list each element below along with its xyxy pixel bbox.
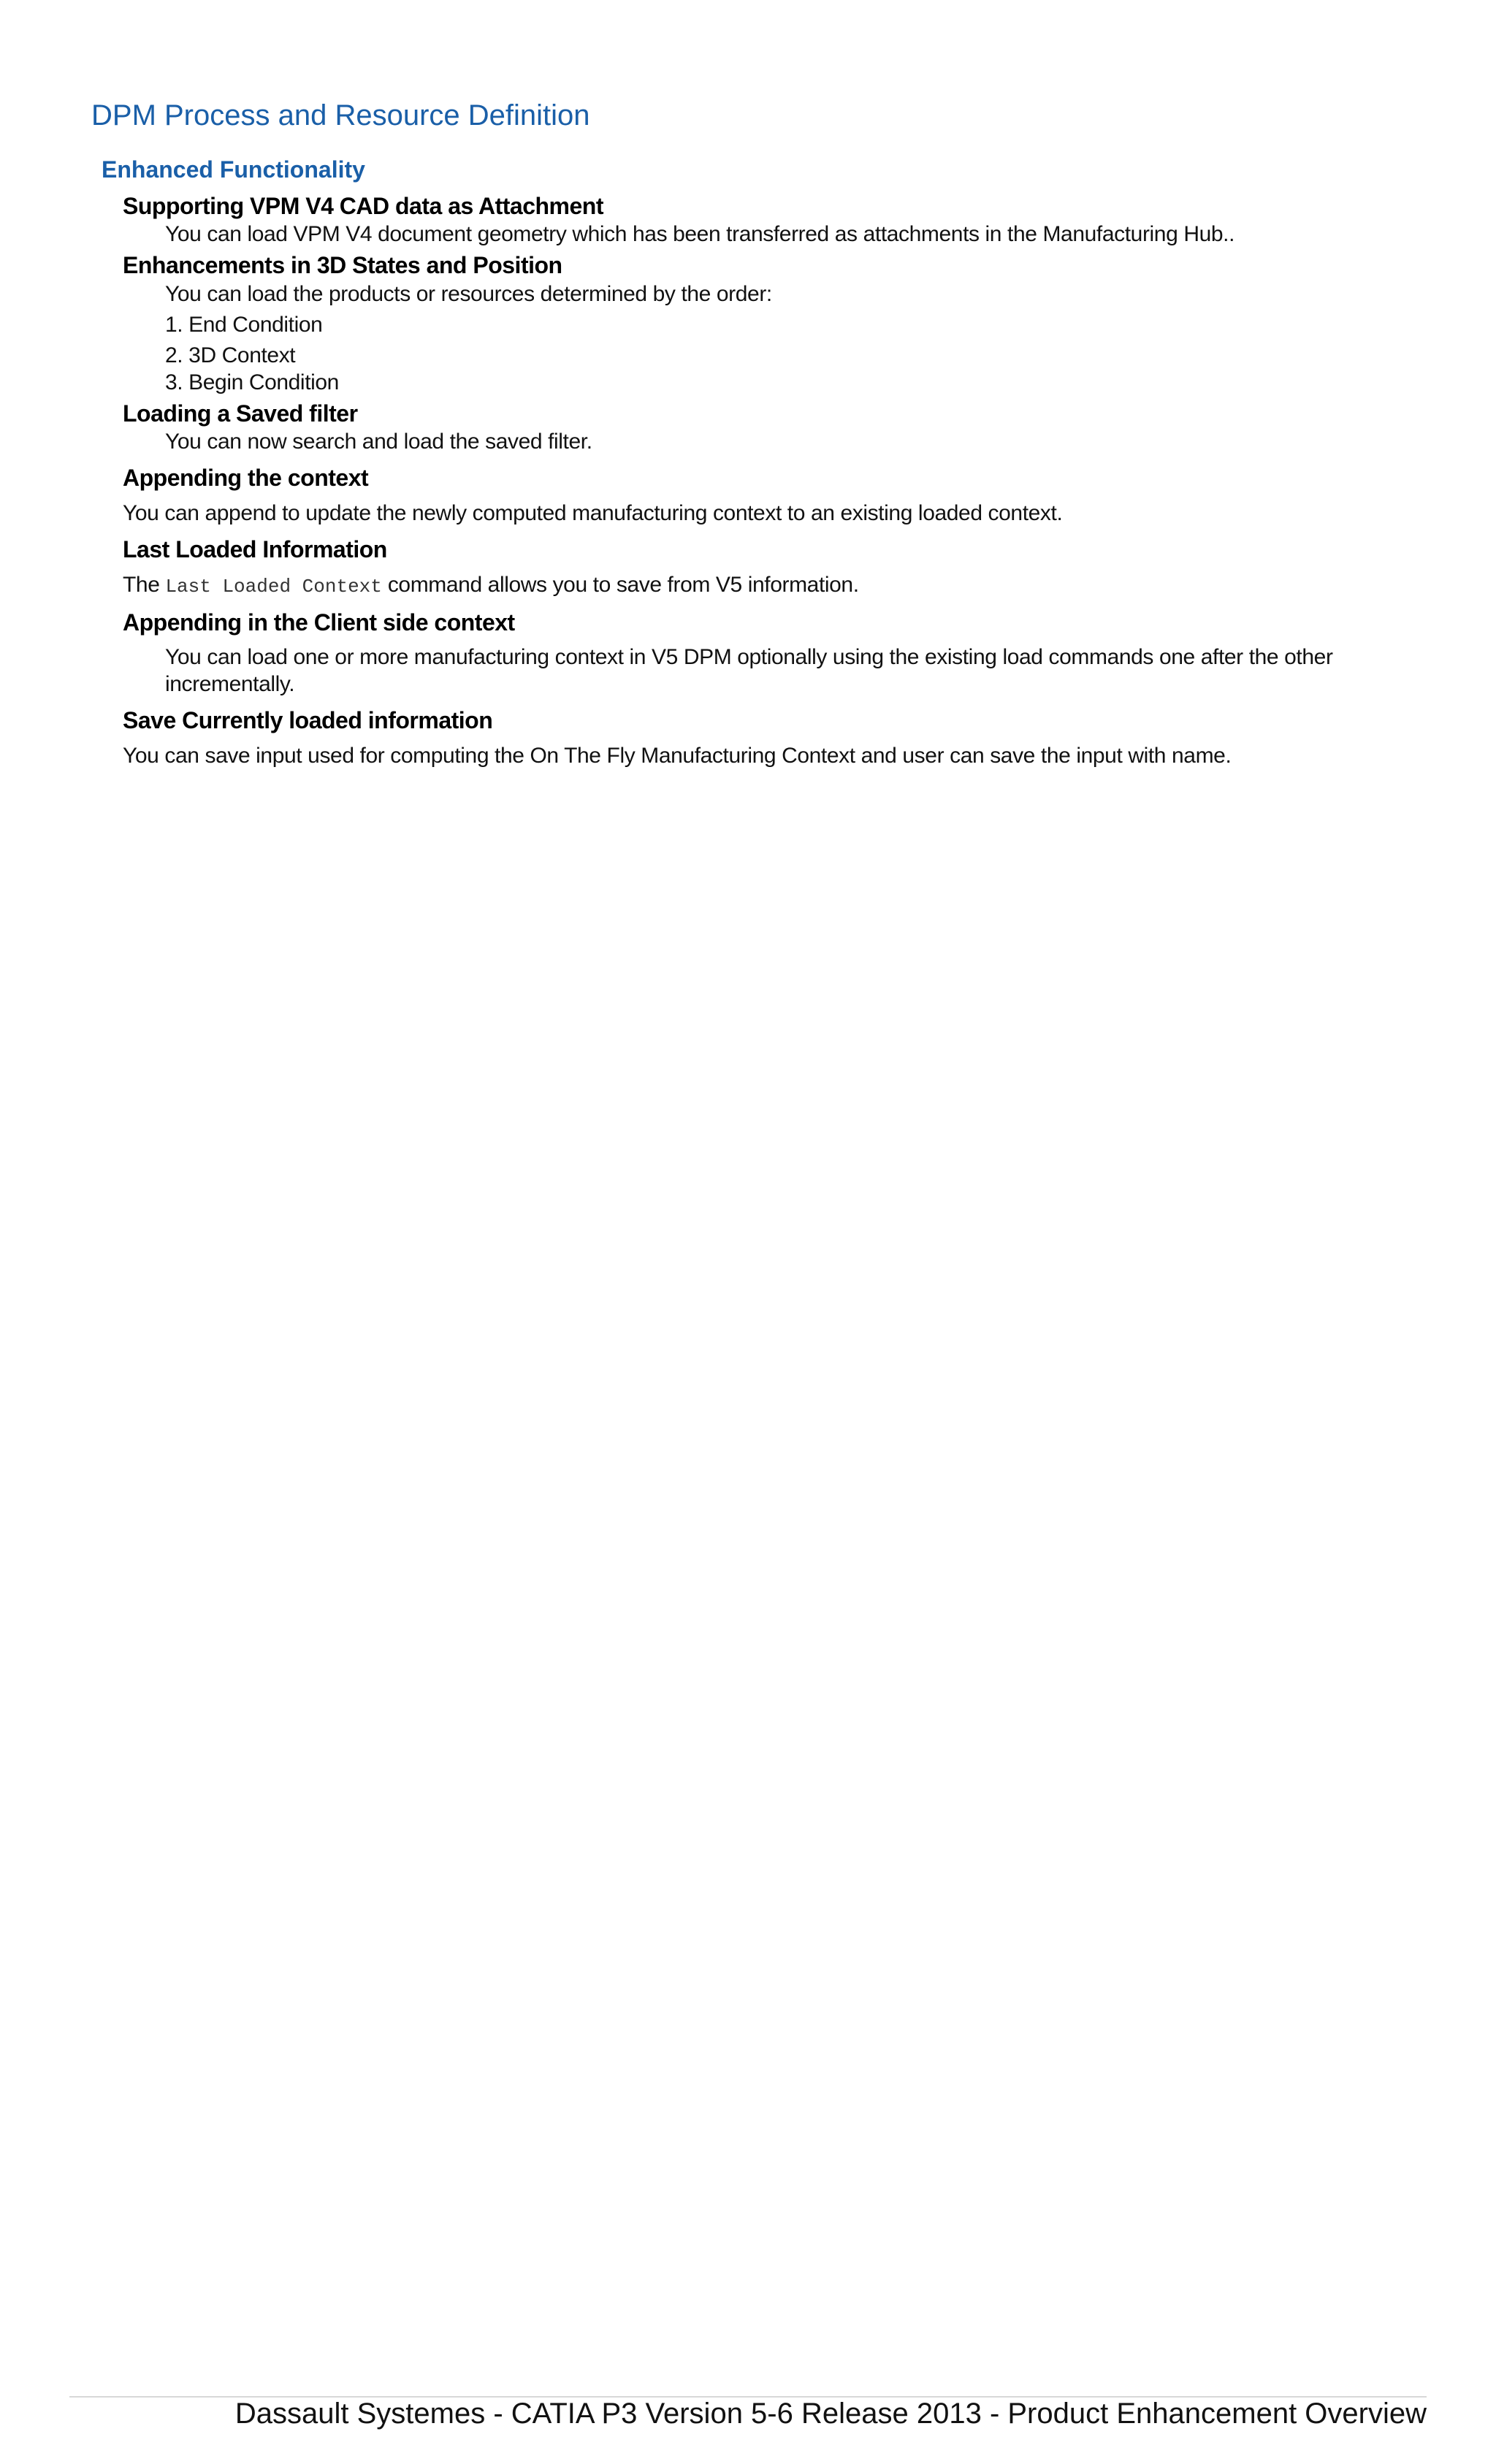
page-title: DPM Process and Resource Definition [91, 99, 590, 131]
item-heading: Enhancements in 3D States and Position [123, 252, 562, 278]
list-item: 2. 3D Context [165, 343, 296, 367]
item-text: You can now search and load the saved filter. [165, 430, 592, 454]
item-text: You can load one or more manufacturing context in V5 DPM optionally using the existing load commands one after the other incrementally. [165, 645, 1333, 696]
list-item: 3. Begin Condition [165, 370, 339, 394]
item-text: You can save input used for computing the On The Fly Manufacturing Context and user can save the input with name. [123, 744, 1232, 768]
item-text-suffix: command allows you to save from V5 information. [387, 573, 859, 597]
page-footer: Dassault Systemes - CATIA P3 Version 5-6 Release 2013 - Product Enhancement Overview [234, 2398, 1427, 2430]
item-text [123, 573, 859, 598]
item-heading: Appending in the Client side context [123, 609, 515, 636]
item-text: You can load VPM V4 document geometry which has been transferred as attachments in the Manufacturing Hub.. [165, 222, 1235, 246]
item-text: You can append to update the newly computed manufacturing context to an existing loaded context. [123, 501, 1063, 525]
item-heading: Save Currently loaded information [123, 707, 493, 733]
section-title: Enhanced Functionality [102, 156, 365, 183]
item-heading: Loading a Saved filter [123, 400, 358, 427]
item-heading: Appending the context [123, 465, 369, 491]
item-text-prefix: The [123, 573, 160, 597]
item-heading: Last Loaded Information [123, 536, 387, 562]
item-text: You can load the products or resources determined by the order: [165, 282, 772, 306]
list-item: 1. End Condition [165, 313, 323, 337]
command-name: Last Loaded Context [165, 576, 382, 598]
item-heading: Supporting VPM V4 CAD data as Attachment [123, 193, 603, 219]
